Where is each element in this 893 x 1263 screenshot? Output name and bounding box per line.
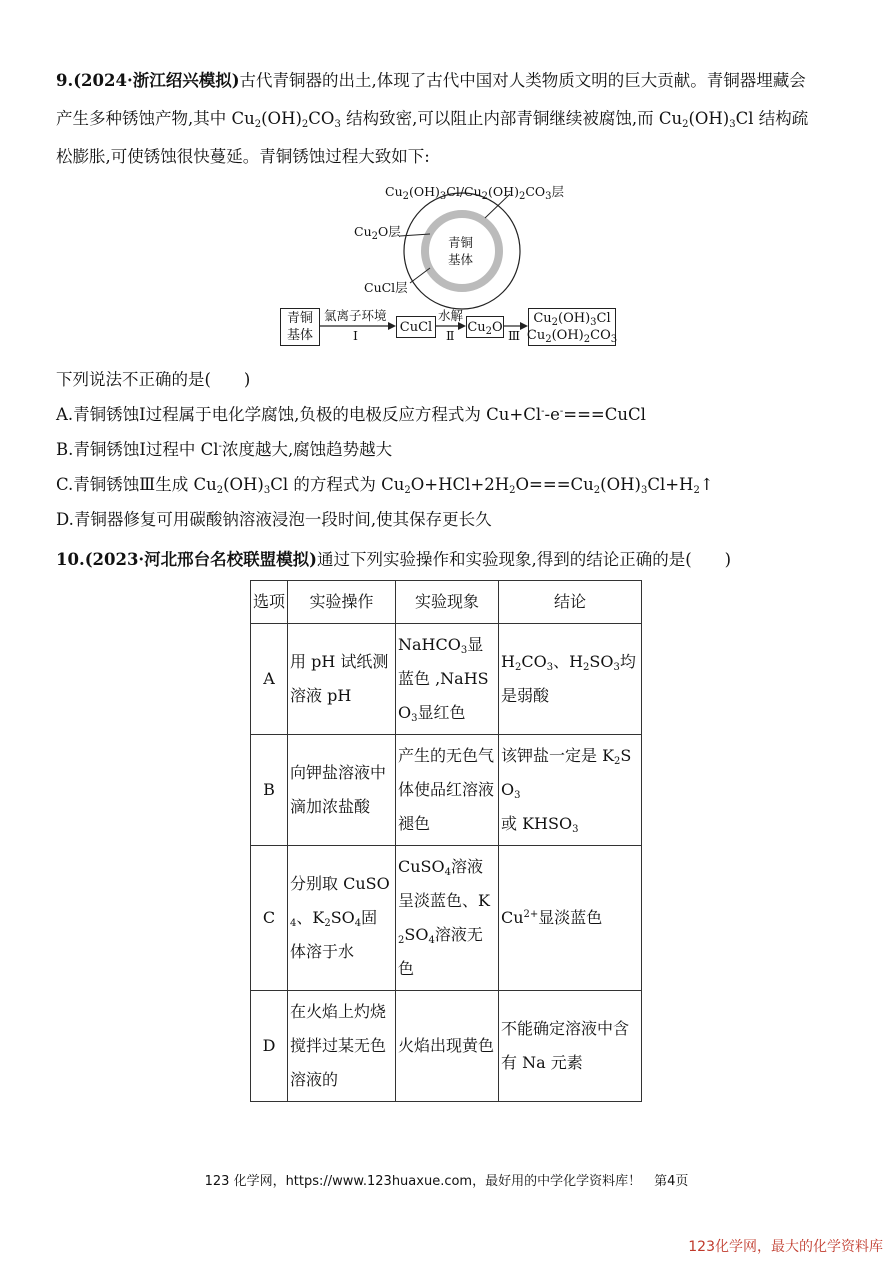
header-conclusion: 结论	[499, 581, 642, 624]
arrow-3-step: Ⅲ	[508, 328, 521, 343]
option-c[interactable]: C.青铜锈蚀Ⅲ生成 $Cu_2(OH)_3Cl$ 的方程式为 $Cu_2O+HCl+2H_2O===Cu_2(OH)_3Cl+H_2↑$	[56, 475, 714, 496]
cucl-layer-label: CuCl层	[364, 280, 408, 295]
table-row: D 在火焰上灼烧搅拌过某无色溶液的 火焰出现黄色 不能确定溶液中含有 Na 元素	[251, 991, 642, 1102]
box-cucl: CuCl	[396, 316, 436, 338]
header-option: 选项	[251, 581, 288, 624]
arrow-1-step: Ⅰ	[353, 328, 358, 343]
option-d[interactable]: D.青铜器修复可用碳酸钠溶液浸泡一段时间,使其保存更长久	[56, 510, 492, 529]
bronze-corrosion-diagram	[270, 176, 630, 351]
question-10: 10.(2023·河北邢台名校联盟模拟)通过下列实验操作和实验现象,得到的结论正确的是( )	[56, 550, 732, 569]
option-b[interactable]: B.青铜锈蚀Ⅰ过程中 Cl-浓度越大,腐蚀趋势越大	[56, 440, 393, 459]
question-9-source: 9.(2024·浙江绍兴模拟)	[56, 71, 240, 90]
site-watermark: 123化学网，最大的化学资料库	[688, 1239, 883, 1255]
cu2o-layer-label: $Cu_2O$层	[354, 224, 401, 242]
table-row: B 向钾盐溶液中滴加浓盐酸 产生的无色气体使品红溶液褪色 该钾盐一定是 $K_2SO_3$ 或 $KHSO_3$	[251, 735, 642, 846]
header-phenomenon: 实验现象	[396, 581, 499, 624]
question-9-intro: 9.(2024·浙江绍兴模拟)古代青铜器的出土,体现了古代中国对人类物质文明的巨大贡献。青铜器埋藏会 产生多种锈蚀产物,其中 $Cu_2(OH)_2CO_3$ 结构致密,可以阻止内部青铜继续被腐蚀,而 $Cu_2(OH)_3Cl$ 结构疏 松膨胀,可使锈蚀很快蔓延。青铜锈蚀过程大致如下:	[56, 71, 809, 166]
box-bronze-matrix: 青铜 基体	[280, 308, 320, 346]
table-header-row	[251, 581, 642, 624]
page-footer: 123 化学网，https://www.123huaxue.com，最好用的中学化学资料库！ 第4页	[204, 1174, 689, 1189]
arrow-1-label: 氯离子环境	[324, 308, 387, 323]
box-cu2o: $Cu_2O$	[466, 316, 504, 338]
question-9	[56, 62, 846, 176]
arrow-2-step: Ⅱ	[446, 328, 455, 343]
table-row: A 用 pH 试纸测溶液 pH NaHCO$_3$显蓝色 ,NaHSO$_3$显红色 $H_2CO_3$、$H_2SO_3$均是弱酸	[251, 624, 642, 735]
outer-layer-label: $Cu_2(OH)_3Cl/Cu_2(OH)_2CO_3$层	[385, 184, 565, 202]
option-a[interactable]: A.青铜锈蚀Ⅰ过程属于电化学腐蚀,负极的电极反应方程式为 Cu+Cl--e-===CuCl	[56, 405, 646, 424]
experiment-table	[250, 580, 642, 1102]
table-row: C 分别取 CuSO$_4$、$K_2SO_4$固体溶于水 CuSO$_4$溶液呈淡蓝色、$K_2SO_4$溶液无色 $Cu^{2+}$显淡蓝色	[251, 846, 642, 991]
question-9-stem: 下列说法不正确的是( )	[56, 370, 251, 389]
header-operation: 实验操作	[288, 581, 396, 624]
core-label: 青铜 基体	[448, 235, 474, 267]
arrow-2-label: 水解	[438, 308, 464, 323]
box-products: $Cu_2(OH)_3Cl$ $Cu_2(OH)_2CO_3$	[528, 308, 616, 346]
question-10-source: 10.(2023·河北邢台名校联盟模拟)	[56, 550, 317, 569]
